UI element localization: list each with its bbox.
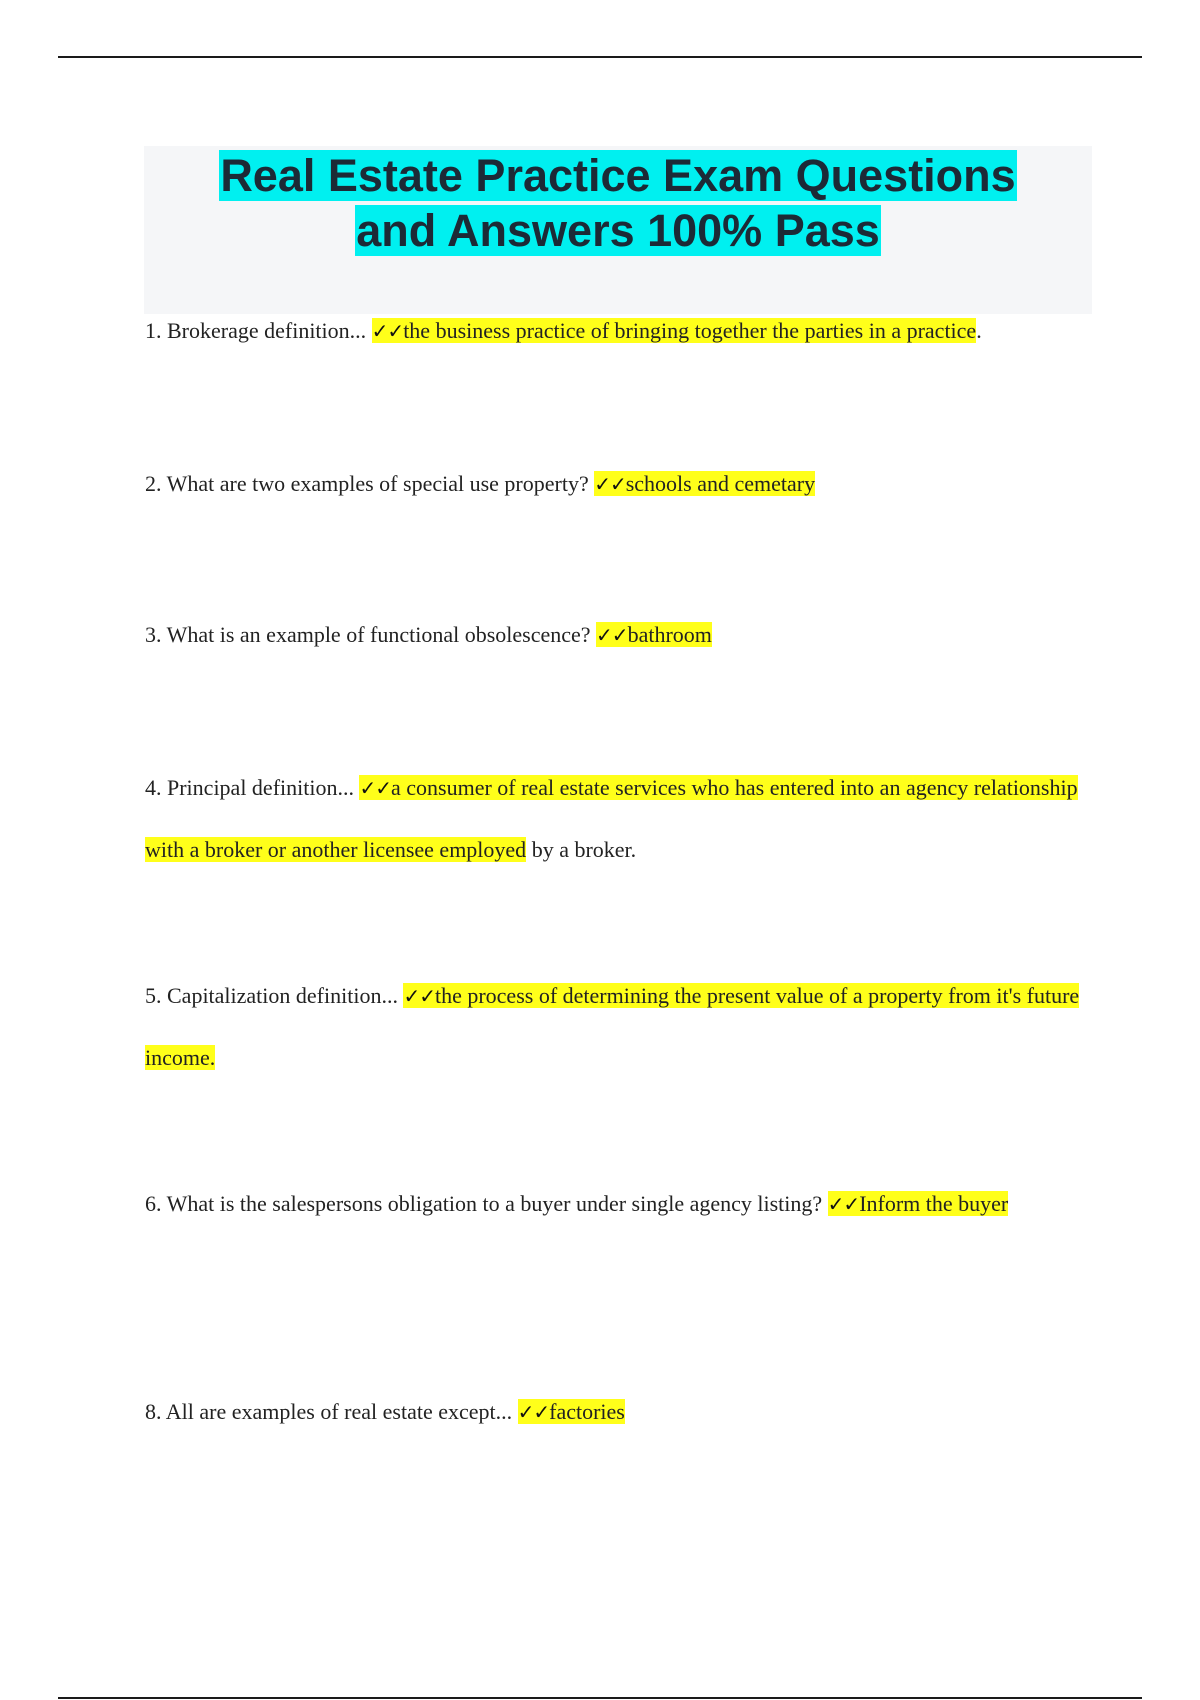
qa-item-5 [145,965,1105,1088]
title-line-1: Real Estate Practice Exam Questions [220,150,1016,201]
trailing-text: by a broker. [526,837,637,862]
qa-item-6 [145,1173,1105,1235]
answer-text: Inform the buyer [859,1191,1009,1216]
title-line-2: and Answers 100% Pass [356,205,880,256]
answer-highlight [372,318,977,343]
qa-item-8 [145,1381,1105,1443]
header-rule [58,56,1142,58]
double-check-icon: ✓✓ [596,623,628,647]
question-text: 1. Brokerage definition... [145,318,372,343]
double-check-icon: ✓✓ [594,472,626,496]
answer-text: the business practice of bringing together the parties in a practice [403,318,977,343]
answer-text: factories [549,1399,625,1424]
double-check-icon: ✓✓ [359,776,391,800]
qa-item-3 [145,604,1105,666]
question-text: 3. What is an example of functional obsolescence? [145,622,597,647]
answer-text: schools and cemetary [625,471,816,496]
qa-item-4 [145,757,1105,880]
footer-rule [58,1697,1142,1699]
question-text: 5. Capitalization definition... [145,983,404,1008]
answer-text: the process of determining the present value of a property from it's future income. [145,983,1080,1070]
answer-highlight [828,1191,1009,1216]
double-check-icon: ✓✓ [371,319,404,343]
answer-highlight [594,471,815,496]
answer-highlight [596,622,712,647]
double-check-icon: ✓✓ [403,984,435,1008]
question-text: 8. All are examples of real estate except... [145,1399,518,1424]
double-check-icon: ✓✓ [517,1400,550,1424]
double-check-icon: ✓✓ [827,1192,860,1216]
question-text: 6. What is the salespersons obligation to a buyer under single agency listing? [145,1191,828,1216]
answer-text: bathroom [627,622,712,647]
answer-text: a consumer of real estate services who has entered into an agency relationship with a broker or another licensee employed [145,775,1078,862]
question-text: 2. What are two examples of special use property? [145,471,595,496]
trailing-text: . [976,318,982,343]
title-block [144,146,1092,314]
qa-item-1 [145,300,1105,362]
question-text: 4. Principal definition... [145,775,360,800]
answer-highlight [518,1399,625,1424]
document-title [144,146,1092,258]
qa-item-2 [145,453,1105,515]
